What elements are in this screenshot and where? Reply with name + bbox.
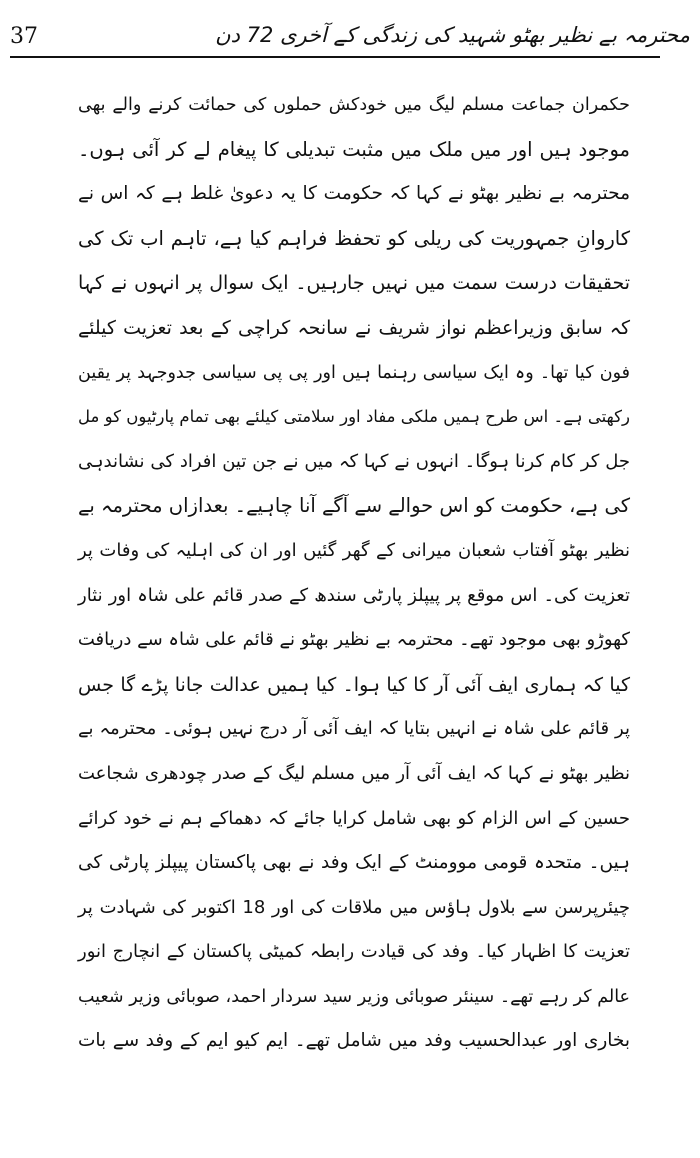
text-line: موجود ہیں اور میں ملک میں مثبت تبدیلی کا پیغام لے کر آئی ہوں۔ bbox=[78, 137, 630, 161]
text-line: چیئرپرسن سے بلاول ہاؤس میں ملاقات کی اور 18 اکتوبر کی شہادت پر bbox=[78, 896, 630, 918]
text-line: نظیر بھٹو نے کہا کہ ایف آئی آر میں مسلم لیگ کے صدر چودھری شجاعت bbox=[78, 762, 630, 784]
text-line: پر قائم علی شاہ نے انہیں بتایا کہ ایف آئی آر درج نہیں ہوئی۔ محترمہ بے bbox=[78, 718, 630, 740]
text-line: کہ سابق وزیراعظم نواز شریف نے سانحہ کراچی کے بعد تعزیت کیلئے bbox=[78, 316, 630, 339]
header-rule bbox=[10, 56, 660, 58]
text-line: رکھتی ہے۔ اس طرح ہمیں ملکی مفاد اور سلامتی کیلئے بھی تمام پارٹیوں کو مل bbox=[78, 407, 630, 427]
text-line: کیا کہ ہماری ایف آئی آر کا کیا ہوا۔ کیا ہمیں عدالت جانا پڑے گا جس bbox=[78, 673, 630, 696]
text-line: کاروانِ جمہوریت کی ریلی کو تحفظ فراہم کیا ہے، تاہم اب تک کی bbox=[78, 226, 630, 250]
text-line: حسین کے اس الزام کو بھی شامل کرایا جائے کہ دھماکے ہم نے خود کرائے bbox=[78, 807, 630, 829]
body-text bbox=[78, 83, 630, 1064]
page-header bbox=[10, 18, 690, 58]
text-line: تعزیت کا اظہار کیا۔ وفد کی قیادت رابطہ کمیٹی پاکستان کے انچارج انور bbox=[78, 941, 630, 963]
running-title: محترمہ بے نظیر بھٹو شہید کی زندگی کے آخری 72 دن bbox=[215, 23, 690, 47]
text-line: تعزیت کی۔ اس موقع پر پیپلز پارٹی سندھ کے صدر قائم علی شاہ اور نثار bbox=[78, 584, 630, 606]
text-line: ہیں۔ متحدہ قومی موومنٹ کے ایک وفد نے بھی پاکستان پیپلز پارٹی کی bbox=[78, 852, 630, 874]
text-line: بخاری اور عبدالحسیب وفد میں شامل تھے۔ ایم کیو ایم کے وفد سے بات bbox=[78, 1030, 630, 1052]
text-line: عالم کر رہے تھے۔ سینئر صوبائی وزیر سید سردار احمد، صوبائی وزیر شعیب bbox=[78, 986, 630, 1007]
text-line: تحقیقات درست سمت میں نہیں جارہیں۔ ایک سوال پر انہوں نے کہا bbox=[78, 272, 630, 295]
text-line: فون کیا تھا۔ وہ ایک سیاسی رہنما ہیں اور پی پی سیاسی جدوجہد پر یقین bbox=[78, 362, 630, 383]
text-line: جل کر کام کرنا ہوگا۔ انہوں نے کہا کہ میں نے جن تین افراد کی نشاندہی bbox=[78, 450, 630, 472]
text-line: محترمہ بے نظیر بھٹو نے کہا کہ حکومت کا یہ دعویٰ غلط ہے کہ اس نے bbox=[78, 183, 630, 205]
page-number: 37 bbox=[10, 24, 38, 49]
text-line: کی ہے، حکومت کو اس حوالے سے آگے آنا چاہیے۔ بعدازاں محترمہ بے bbox=[78, 494, 630, 518]
text-line: کھوڑو بھی موجود تھے۔ محترمہ بے نظیر بھٹو نے قائم علی شاہ سے دریافت bbox=[77, 629, 630, 651]
text-line: حکمران جماعت مسلم لیگ میں خودکش حملوں کی حمائت کرنے والے بھی bbox=[78, 95, 630, 115]
text-line: نظیر بھٹو آفتاب شعبان میرانی کے گھر گئیں اور ان کی اہلیہ کی وفات پر bbox=[78, 539, 630, 561]
